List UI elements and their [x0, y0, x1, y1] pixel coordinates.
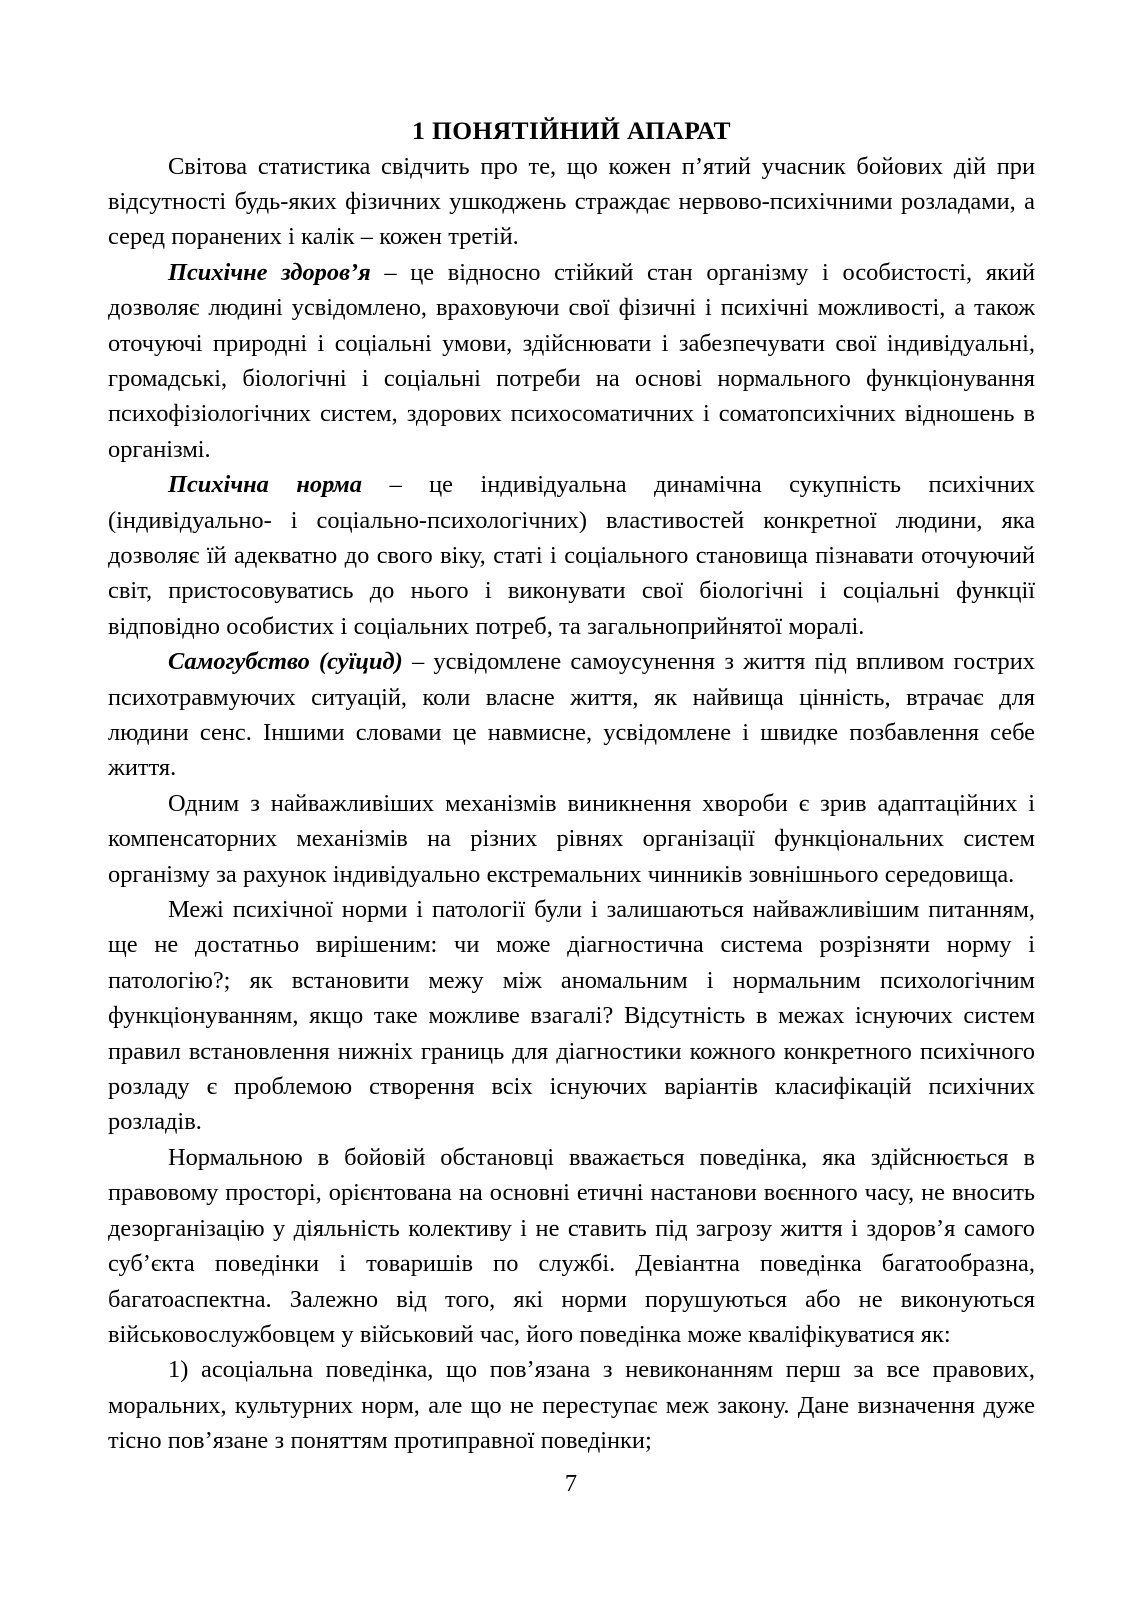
paragraph-text: – це відносно стійкий стан організму і особистості, який дозволяє людині усвідомлено, враховуючи свої фізичні і психічні можливості, а також оточуючі природні і соціальні умови, здійснювати і забезпечувати свої індивідуальні, громадські, біологічні і соціальні потреби на основі нормального функціонування психофізіологічних систем, здорових психосоматичних і соматопсихічних відношень в організмі. [108, 258, 1035, 463]
paragraph-mechanisms [108, 786, 1035, 892]
paragraph-text: Світова статистика свідчить про те, що кожен п’ятий учасник бойових дій при відсутності будь-яких фізичних ушкоджень страждає нервово-психічними розладами, а серед поранених і калік – кожен третій. [108, 152, 1035, 251]
paragraph-text: 1) асоціальна поведінка, що пов’язана з невиконанням перш за все правових, моральних, культурних норм, але що не переступає меж закону. Дане визначення дуже тісно пов’язане з поняттям протиправної поведінки; [108, 1356, 1035, 1455]
list-item [108, 1352, 1035, 1458]
paragraph-text: – усвідомлене самоусунення з життя під впливом гострих психотравмуючих ситуацій, коли власне життя, як найвища цінність, втрачає для людини сенс. Іншими словами це навмисне, усвідомлене і швидке позбавлення себе життя. [108, 648, 1035, 782]
page-title: 1 ПОНЯТІЙНИЙ АПАРАТ [412, 116, 731, 145]
paragraph-norm-pathology-limits [108, 892, 1035, 1140]
paragraph-mental-norm [108, 467, 1035, 644]
page-content [108, 113, 1035, 1459]
term-mental-norm: Психічна норма [168, 471, 362, 499]
paragraph-text: Межі психічної норми і патології були і залишаються найважливішим питанням, ще не достатньо вирішеним: чи може діагностична система розрізняти норму і патологію?; як встановити межу між аномальним і нормальним психологічним функціонуванням, якщо таке можливе взагалі? Відсутність в межах існуючих систем правил встановлення нижніх границь для діагностики кожного конкретного психічного розладу є проблемою створення всіх існуючих варіантів класифікацій психічних розладів. [108, 896, 1035, 1136]
paragraph-suicide [108, 644, 1035, 786]
paragraph-intro [108, 149, 1035, 255]
paragraph-normal-combat-behaviour [108, 1140, 1035, 1352]
page-number: 7 [564, 1470, 578, 1497]
paragraph-text: – це індивідуальна динамічна сукупність психічних (індивідуально- і соціально-психологічних) властивостей конкретної людини, яка дозволяє їй адекватно до свого віку, статі і соціального становища пізнавати оточуючий світ, пристосовуватись до нього і виконувати свої біологічні і соціальні функції відповідно особистих і соціальних потреб, та загальноприйнятої моралі. [108, 471, 1035, 640]
paragraph-text: Одним з найважливіших механізмів виникнення хвороби є зрив адаптаційних і компенсаторних механізмів на різних рівнях організації функціональних систем організму за рахунок індивідуально екстремальних чинників зовнішнього середовища. [108, 789, 1035, 888]
paragraph-text: Нормальною в бойовій обстановці вважається поведінка, яка здійснюється в правовому просторі, орієнтована на основні етичні настанови воєнного часу, не вносить дезорганізацію у діяльність колективу і не ставить під загрозу життя і здоров’я самого суб’єкта поведінки і товаришів по службі. Девіантна поведінка багатообразна, багатоаспектна. Залежно від того, які норми порушуються або не виконуються військовослужбовцем у військовий час, його поведінка може кваліфікуватися як: [108, 1143, 1035, 1348]
paragraph-mental-health [108, 255, 1035, 467]
term-suicide: Самогубство (суїцид) [168, 648, 403, 676]
term-mental-health: Психічне здоров’я [168, 258, 371, 286]
